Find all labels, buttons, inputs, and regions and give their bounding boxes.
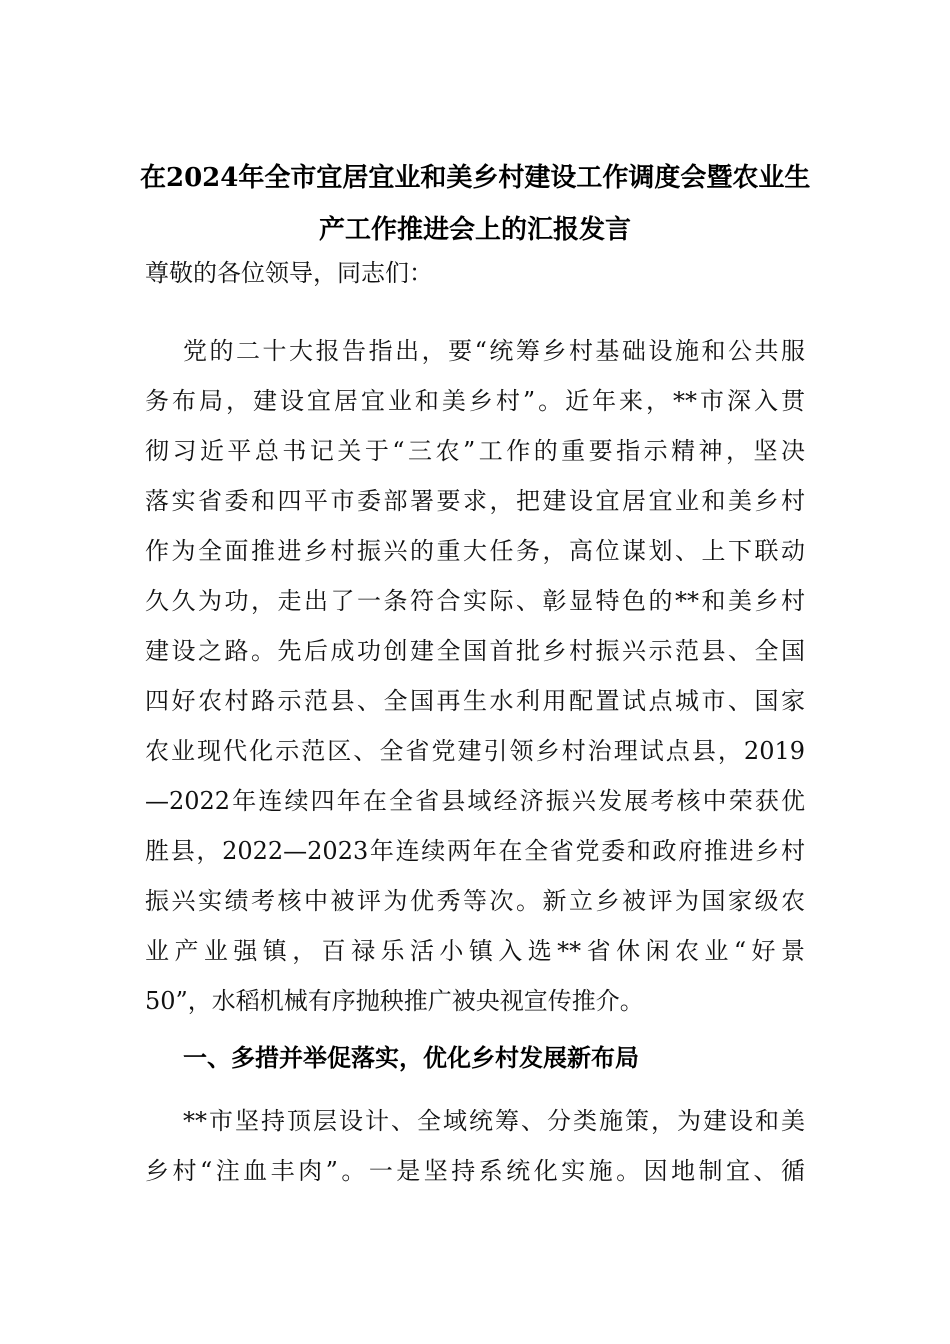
document-title-line-1: 在2024年全市宜居宜业和美乡村建设工作调度会暨农业生 (140, 163, 811, 193)
paragraph-line: 乡村“注血丰肉”。一是坚持系统化实施。因地制宜、循 (145, 1157, 805, 1185)
paragraph-line: 振兴实绩考核中被评为优秀等次。新立乡被评为国家级农 (145, 887, 805, 915)
paragraph-line: 党的二十大报告指出，要“统筹乡村基础设施和公共服 (183, 337, 805, 365)
paragraph-line: —2022年连续四年在全省县域经济振兴发展考核中荣获优 (145, 787, 805, 815)
paragraph-line: 彻习近平总书记关于“三农”工作的重要指示精神，坚决 (145, 437, 805, 465)
paragraph-line: 作为全面推进乡村振兴的重大任务，高位谋划、上下联动 (145, 537, 805, 565)
paragraph-line: 落实省委和四平市委部署要求，把建设宜居宜业和美乡村 (145, 487, 805, 515)
paragraph-line: 务布局，建设宜居宜业和美乡村”。近年来，**市深入贯 (145, 387, 805, 415)
paragraph-line: **市坚持顶层设计、全域统筹、分类施策，为建设和美 (183, 1107, 805, 1135)
paragraph-line: 建设之路。先后成功创建全国首批乡村振兴示范县、全国 (145, 637, 805, 665)
document-title-line-2: 产工作推进会上的汇报发言 (318, 215, 631, 245)
paragraph-line: 农业现代化示范区、全省党建引领乡村治理试点县，2019 (145, 737, 805, 765)
paragraph-line: 50”，水稻机械有序抛秧推广被央视宣传推介。 (145, 987, 644, 1015)
paragraph-line: 胜县，2022—2023年连续两年在全省党委和政府推进乡村 (145, 837, 805, 865)
paragraph-line: 业产业强镇，百禄乐活小镇入选**省休闲农业“好景 (145, 937, 805, 965)
section-heading-1: 一、多措并举促落实，优化乡村发展新布局 (183, 1043, 639, 1072)
paragraph-line: 四好农村路示范县、全国再生水利用配置试点城市、国家 (145, 687, 805, 715)
greeting: 尊敬的各位领导，同志们： (145, 259, 433, 287)
paragraph-line: 久久为功，走出了一条符合实际、彰显特色的**和美乡村 (145, 587, 805, 615)
